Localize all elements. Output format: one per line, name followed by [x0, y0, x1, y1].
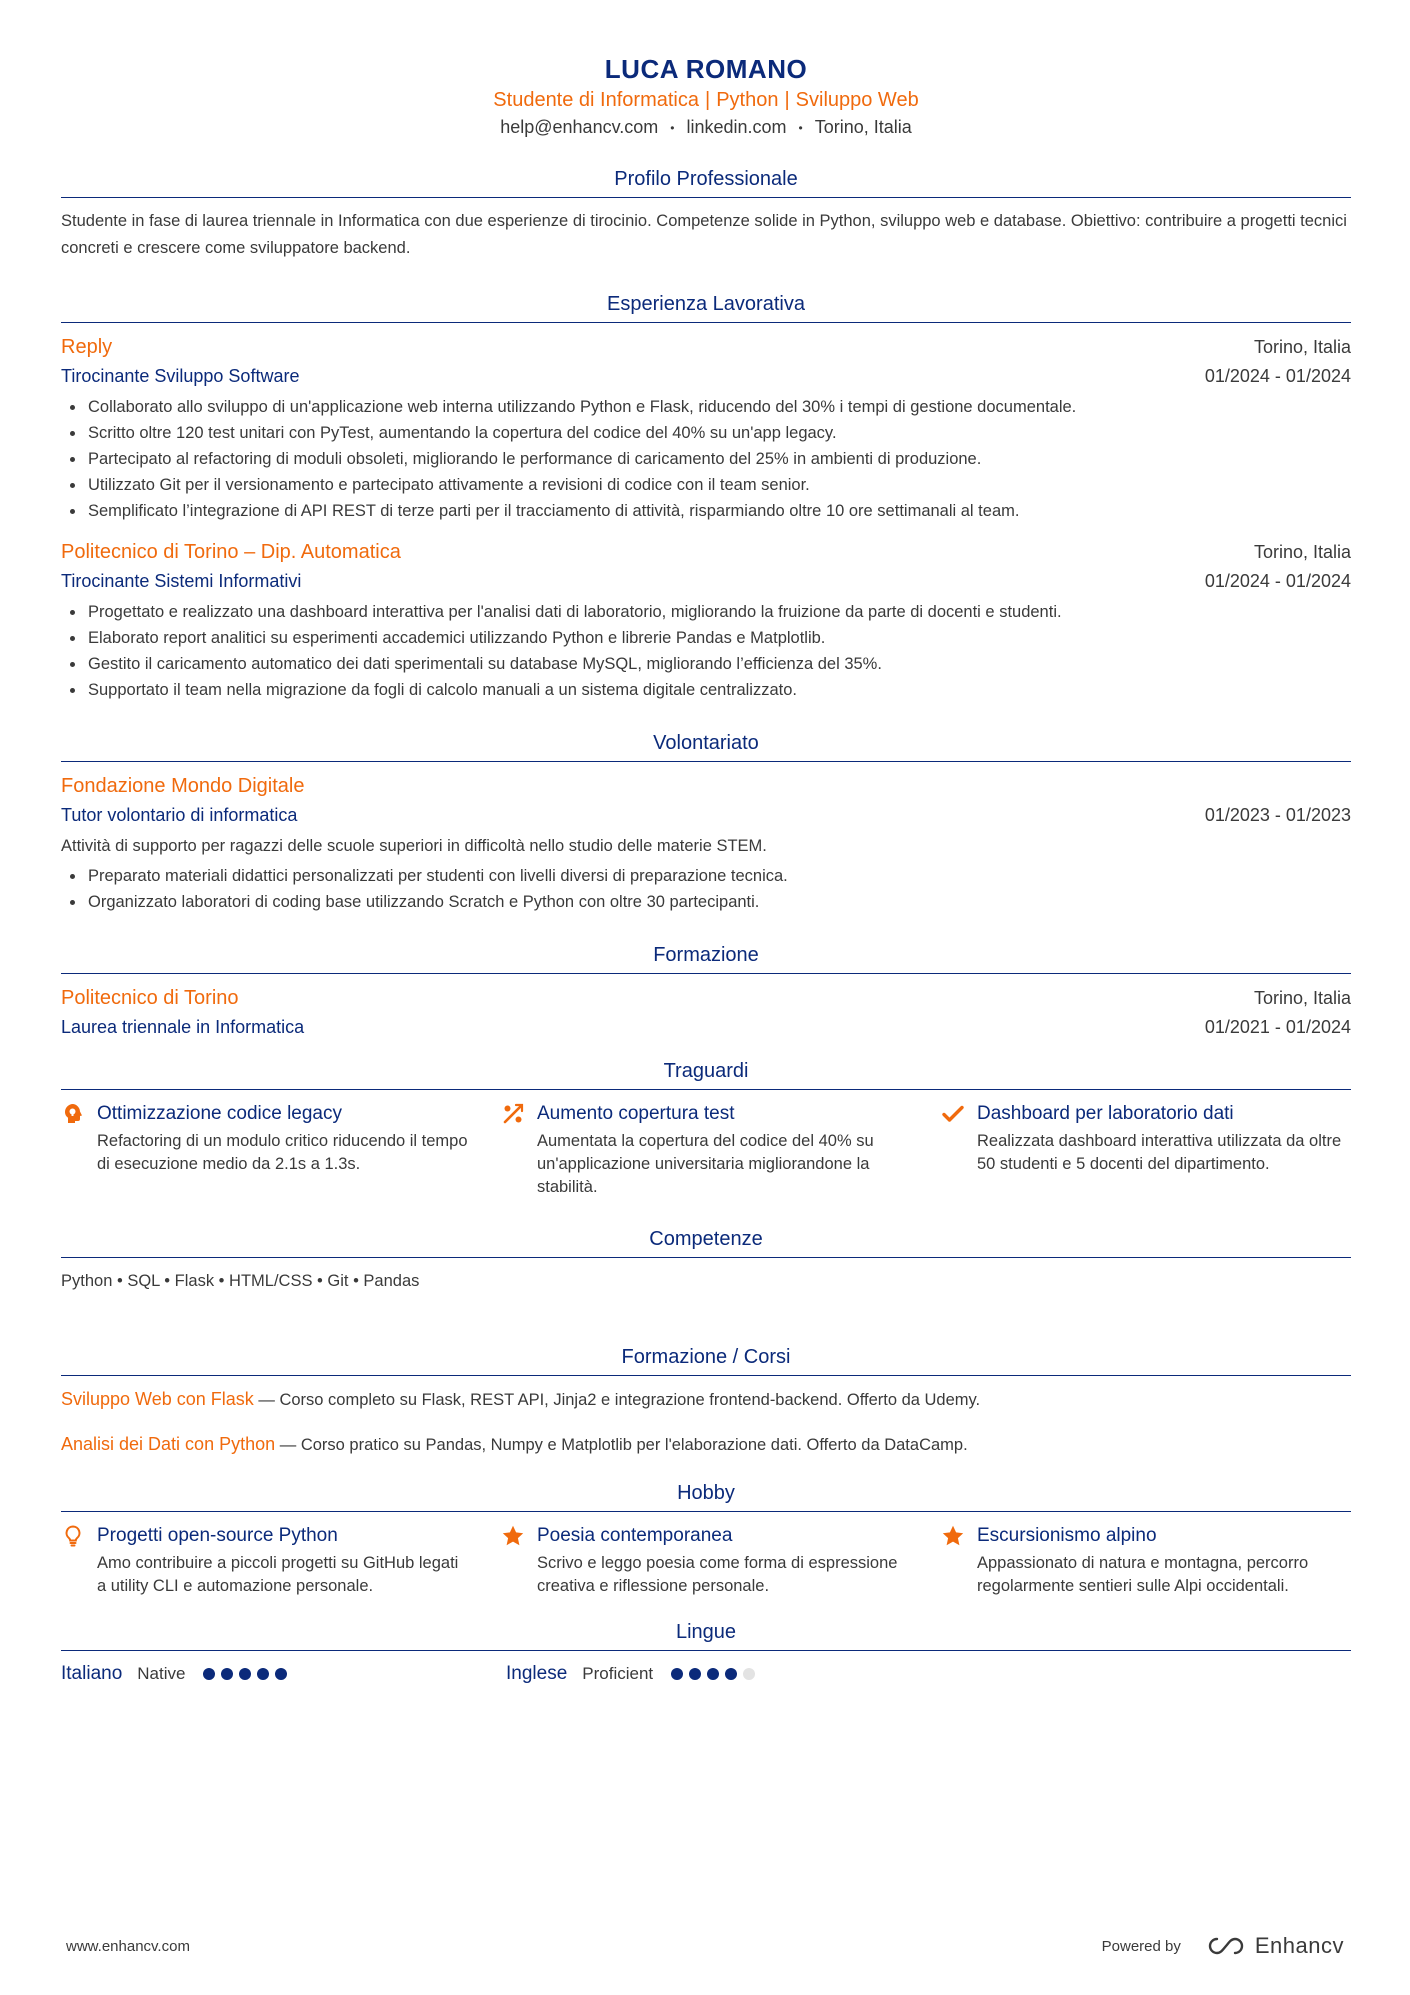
enhancv-brand-name: Enhancv: [1254, 1933, 1344, 1958]
skills-list: Python • SQL • Flask • HTML/CSS • Git • Pandas: [61, 1272, 420, 1291]
achievements-section: [61, 1055, 1351, 1199]
languages-section: [61, 1616, 1351, 1685]
courses-section: [61, 1341, 1351, 1459]
rating-dot-filled: [707, 1668, 719, 1680]
contact-line: [61, 114, 1351, 141]
achievement-card: [61, 1100, 471, 1199]
skills-section: [61, 1223, 1351, 1295]
job-role: Tirocinante Sviluppo Software: [61, 366, 300, 387]
section-title: Esperienza Lavorativa: [61, 288, 1351, 323]
rating-dot-filled: [671, 1668, 683, 1680]
enhancv-logo-icon: [1207, 1936, 1245, 1956]
rating-dot-filled: [221, 1668, 233, 1680]
course-dash: —: [258, 1391, 275, 1410]
enhancv-logo[interactable]: [1207, 1933, 1344, 1959]
achievement-title: Dashboard per laboratorio dati: [977, 1103, 1234, 1125]
bullet-item: Supportato il team nella migrazione da fogli di calcolo manuali a un sistema digitale centralizzato.: [61, 677, 1351, 703]
school-location: Torino, Italia: [1253, 988, 1351, 1009]
rating-dot-filled: [239, 1668, 251, 1680]
profile-section: [61, 163, 1351, 262]
education-section: [61, 939, 1351, 1041]
tagline: [61, 86, 1351, 114]
language-level: Native: [137, 1664, 186, 1684]
bullet-list: [61, 599, 1351, 703]
bullet-item: Semplificato l’integrazione di API REST di terze parti per il tracciamento di attività, risparmiando oltre 10 ore settimanali al team.: [61, 498, 1351, 524]
section-title: Formazione / Corsi: [61, 1341, 1351, 1376]
bullet-item: Progettato e realizzato una dashboard interattiva per l'analisi dati di laboratorio, migliorando la fruizione da parte di docenti e studenti.: [61, 599, 1351, 625]
hobby-card: [501, 1522, 911, 1598]
volunteer-role: Tutor volontario di informatica: [61, 805, 298, 826]
education-entry: [61, 984, 1351, 1041]
rating-dot-filled: [275, 1668, 287, 1680]
page-footer: [66, 1933, 1344, 1959]
rating-dot-filled: [203, 1668, 215, 1680]
job-role: Tirocinante Sistemi Informativi: [61, 571, 302, 592]
hobby-text: Appassionato di natura e montagna, percorro regolarmente sentieri sulle Alpi occidentali.: [977, 1554, 1309, 1596]
section-title: Traguardi: [61, 1055, 1351, 1090]
rating-dot-empty: [743, 1668, 755, 1680]
tagline-part: Python: [716, 89, 779, 111]
bullet-item: Gestito il caricamento automatico dei dati sperimentali su database MySQL, migliorando l’efficienza del 35%.: [61, 651, 1351, 677]
achievements-grid: [61, 1100, 1351, 1199]
hobby-text: Amo contribuire a piccoli progetti su GitHub legati a utility CLI e automazione personale.: [97, 1554, 459, 1596]
hobby-title: Poesia contemporanea: [537, 1525, 733, 1547]
hobby-text: Scrivo e leggo poesia come forma di espressione creativa e riflessione personale.: [537, 1554, 898, 1596]
course-title: Sviluppo Web con Flask: [61, 1389, 254, 1410]
job-location: Torino, Italia: [1253, 337, 1351, 358]
language-level: Proficient: [582, 1664, 654, 1684]
hobby-title: Escursionismo alpino: [977, 1525, 1157, 1547]
course-dash: —: [279, 1436, 297, 1455]
volunteer-org: Fondazione Mondo Digitale: [61, 775, 305, 798]
star-icon: [941, 1524, 965, 1548]
course-item: [61, 1386, 1351, 1414]
bullet-item: Utilizzato Git per il versionamento e partecipato attivamente a revisioni di codice con il team senior.: [61, 472, 1351, 498]
percent-icon: [501, 1102, 525, 1126]
resume-page: [61, 52, 1351, 1685]
volunteer-dates: 01/2023 - 01/2023: [1204, 805, 1351, 826]
section-title: Profilo Professionale: [61, 163, 1351, 198]
footer-site-link[interactable]: www.enhancv.com: [66, 1937, 190, 1955]
language-name: Italiano: [61, 1663, 123, 1685]
bullet-item: Preparato materiali didattici personalizzati per studenti con livelli diversi di preparazione tecnica.: [61, 863, 1351, 889]
achievement-title: Aumento copertura test: [537, 1103, 735, 1125]
achievement-card: [501, 1100, 911, 1199]
job-location: Torino, Italia: [1253, 542, 1351, 563]
tagline-separator: |: [784, 89, 790, 111]
volunteer-section: [61, 727, 1351, 915]
language-rating: [203, 1668, 287, 1680]
school-name: Politecnico di Torino: [61, 987, 239, 1010]
section-title: Lingue: [61, 1616, 1351, 1651]
email-link[interactable]: help@enhancv.com: [500, 117, 659, 137]
contact-separator: •: [798, 121, 803, 136]
language-rating: [671, 1668, 755, 1680]
language-name: Inglese: [506, 1663, 568, 1685]
bullet-item: Scritto oltre 120 test unitari con PyTest, aumentando la copertura del codice del 40% su un'app legacy.: [61, 420, 1351, 446]
course-item: [61, 1431, 1351, 1459]
language-item: [506, 1663, 951, 1685]
company-name: Reply: [61, 336, 113, 359]
bullet-item: Elaborato report analitici su esperimenti accademici utilizzando Python e librerie Pandas e Matplotlib.: [61, 625, 1351, 651]
rating-dot-filled: [725, 1668, 737, 1680]
bullet-list: [61, 394, 1351, 524]
languages-row: [61, 1663, 1351, 1685]
lightbulb-head-icon: [61, 1102, 85, 1126]
volunteer-entry: [61, 772, 1351, 915]
star-icon: [501, 1524, 525, 1548]
bullet-item: Organizzato laboratori di coding base utilizzando Scratch e Python con oltre 30 partecipanti.: [61, 889, 1351, 915]
lightbulb-icon: [61, 1524, 85, 1548]
course-text: Corso pratico su Pandas, Numpy e Matplotlib per l'elaborazione dati. Offerto da DataCamp.: [300, 1436, 968, 1455]
candidate-name: LUCA ROMANO: [604, 54, 808, 84]
contact-separator: •: [670, 121, 675, 136]
achievement-card: [941, 1100, 1351, 1199]
location-text: Torino, Italia: [814, 117, 912, 137]
resume-header: [61, 52, 1351, 141]
rating-dot-filled: [257, 1668, 269, 1680]
job-dates: 01/2024 - 01/2024: [1204, 571, 1351, 592]
hobby-card: [61, 1522, 471, 1598]
achievement-title: Ottimizzazione codice legacy: [97, 1103, 342, 1125]
job-dates: 01/2024 - 01/2024: [1204, 366, 1351, 387]
experience-entry: [61, 333, 1351, 524]
company-name: Politecnico di Torino – Dip. Automatica: [61, 541, 401, 564]
section-title: Hobby: [61, 1477, 1351, 1512]
bullet-item: Partecipato al refactoring di moduli obsoleti, migliorando le performance di caricamento del 25% in ambienti di produzione.: [61, 446, 1351, 472]
achievement-text: Aumentata la copertura del codice del 40% su un'applicazione universitaria migliorandone la stabilità.: [537, 1132, 874, 1197]
volunteer-description: Attività di supporto per ragazzi delle scuole superiori in difficoltà nello studio delle materie STEM.: [61, 837, 767, 856]
rating-dot-filled: [689, 1668, 701, 1680]
bullet-list: [61, 863, 1351, 915]
bullet-item: Collaborato allo sviluppo di un'applicazione web interna utilizzando Python e Flask, riducendo del 30% i tempi di gestione documentale.: [61, 394, 1351, 420]
education-dates: 01/2021 - 01/2024: [1204, 1017, 1351, 1038]
achievement-text: Realizzata dashboard interattiva utilizzata da oltre 50 studenti e 5 docenti del dipartimento.: [977, 1132, 1342, 1174]
powered-by: [1102, 1933, 1344, 1959]
hobbies-grid: [61, 1522, 1351, 1598]
section-title: Formazione: [61, 939, 1351, 974]
hobby-title: Progetti open-source Python: [97, 1525, 338, 1547]
hobbies-section: [61, 1477, 1351, 1598]
course-text: Corso completo su Flask, REST API, Jinja2 e integrazione frontend-backend. Offerto da Udemy.: [279, 1391, 981, 1410]
linkedin-link[interactable]: linkedin.com: [686, 117, 787, 137]
profile-summary: Studente in fase di laurea triennale in Informatica con due esperienze di tirocinio. Competenze solide in Python, sviluppo web e database. Obiettivo: contribuire a progetti tecnici concreti e crescere come sviluppatore backend.: [61, 212, 1347, 258]
section-title: Competenze: [61, 1223, 1351, 1258]
achievement-text: Refactoring di un modulo critico riducendo il tempo di esecuzione medio da 2.1s a 1.3s.: [97, 1132, 468, 1174]
tagline-part: Sviluppo Web: [795, 89, 919, 111]
experience-entry: [61, 538, 1351, 703]
tagline-part: Studente di Informatica: [493, 89, 699, 111]
powered-label: Powered by: [1101, 1937, 1181, 1955]
experience-section: [61, 288, 1351, 703]
degree-name: Laurea triennale in Informatica: [61, 1017, 305, 1038]
hobby-card: [941, 1522, 1351, 1598]
course-title: Analisi dei Dati con Python: [61, 1434, 276, 1455]
tagline-separator: |: [704, 89, 711, 111]
language-item: [61, 1663, 506, 1685]
check-icon: [941, 1102, 965, 1126]
section-title: Volontariato: [61, 727, 1351, 762]
